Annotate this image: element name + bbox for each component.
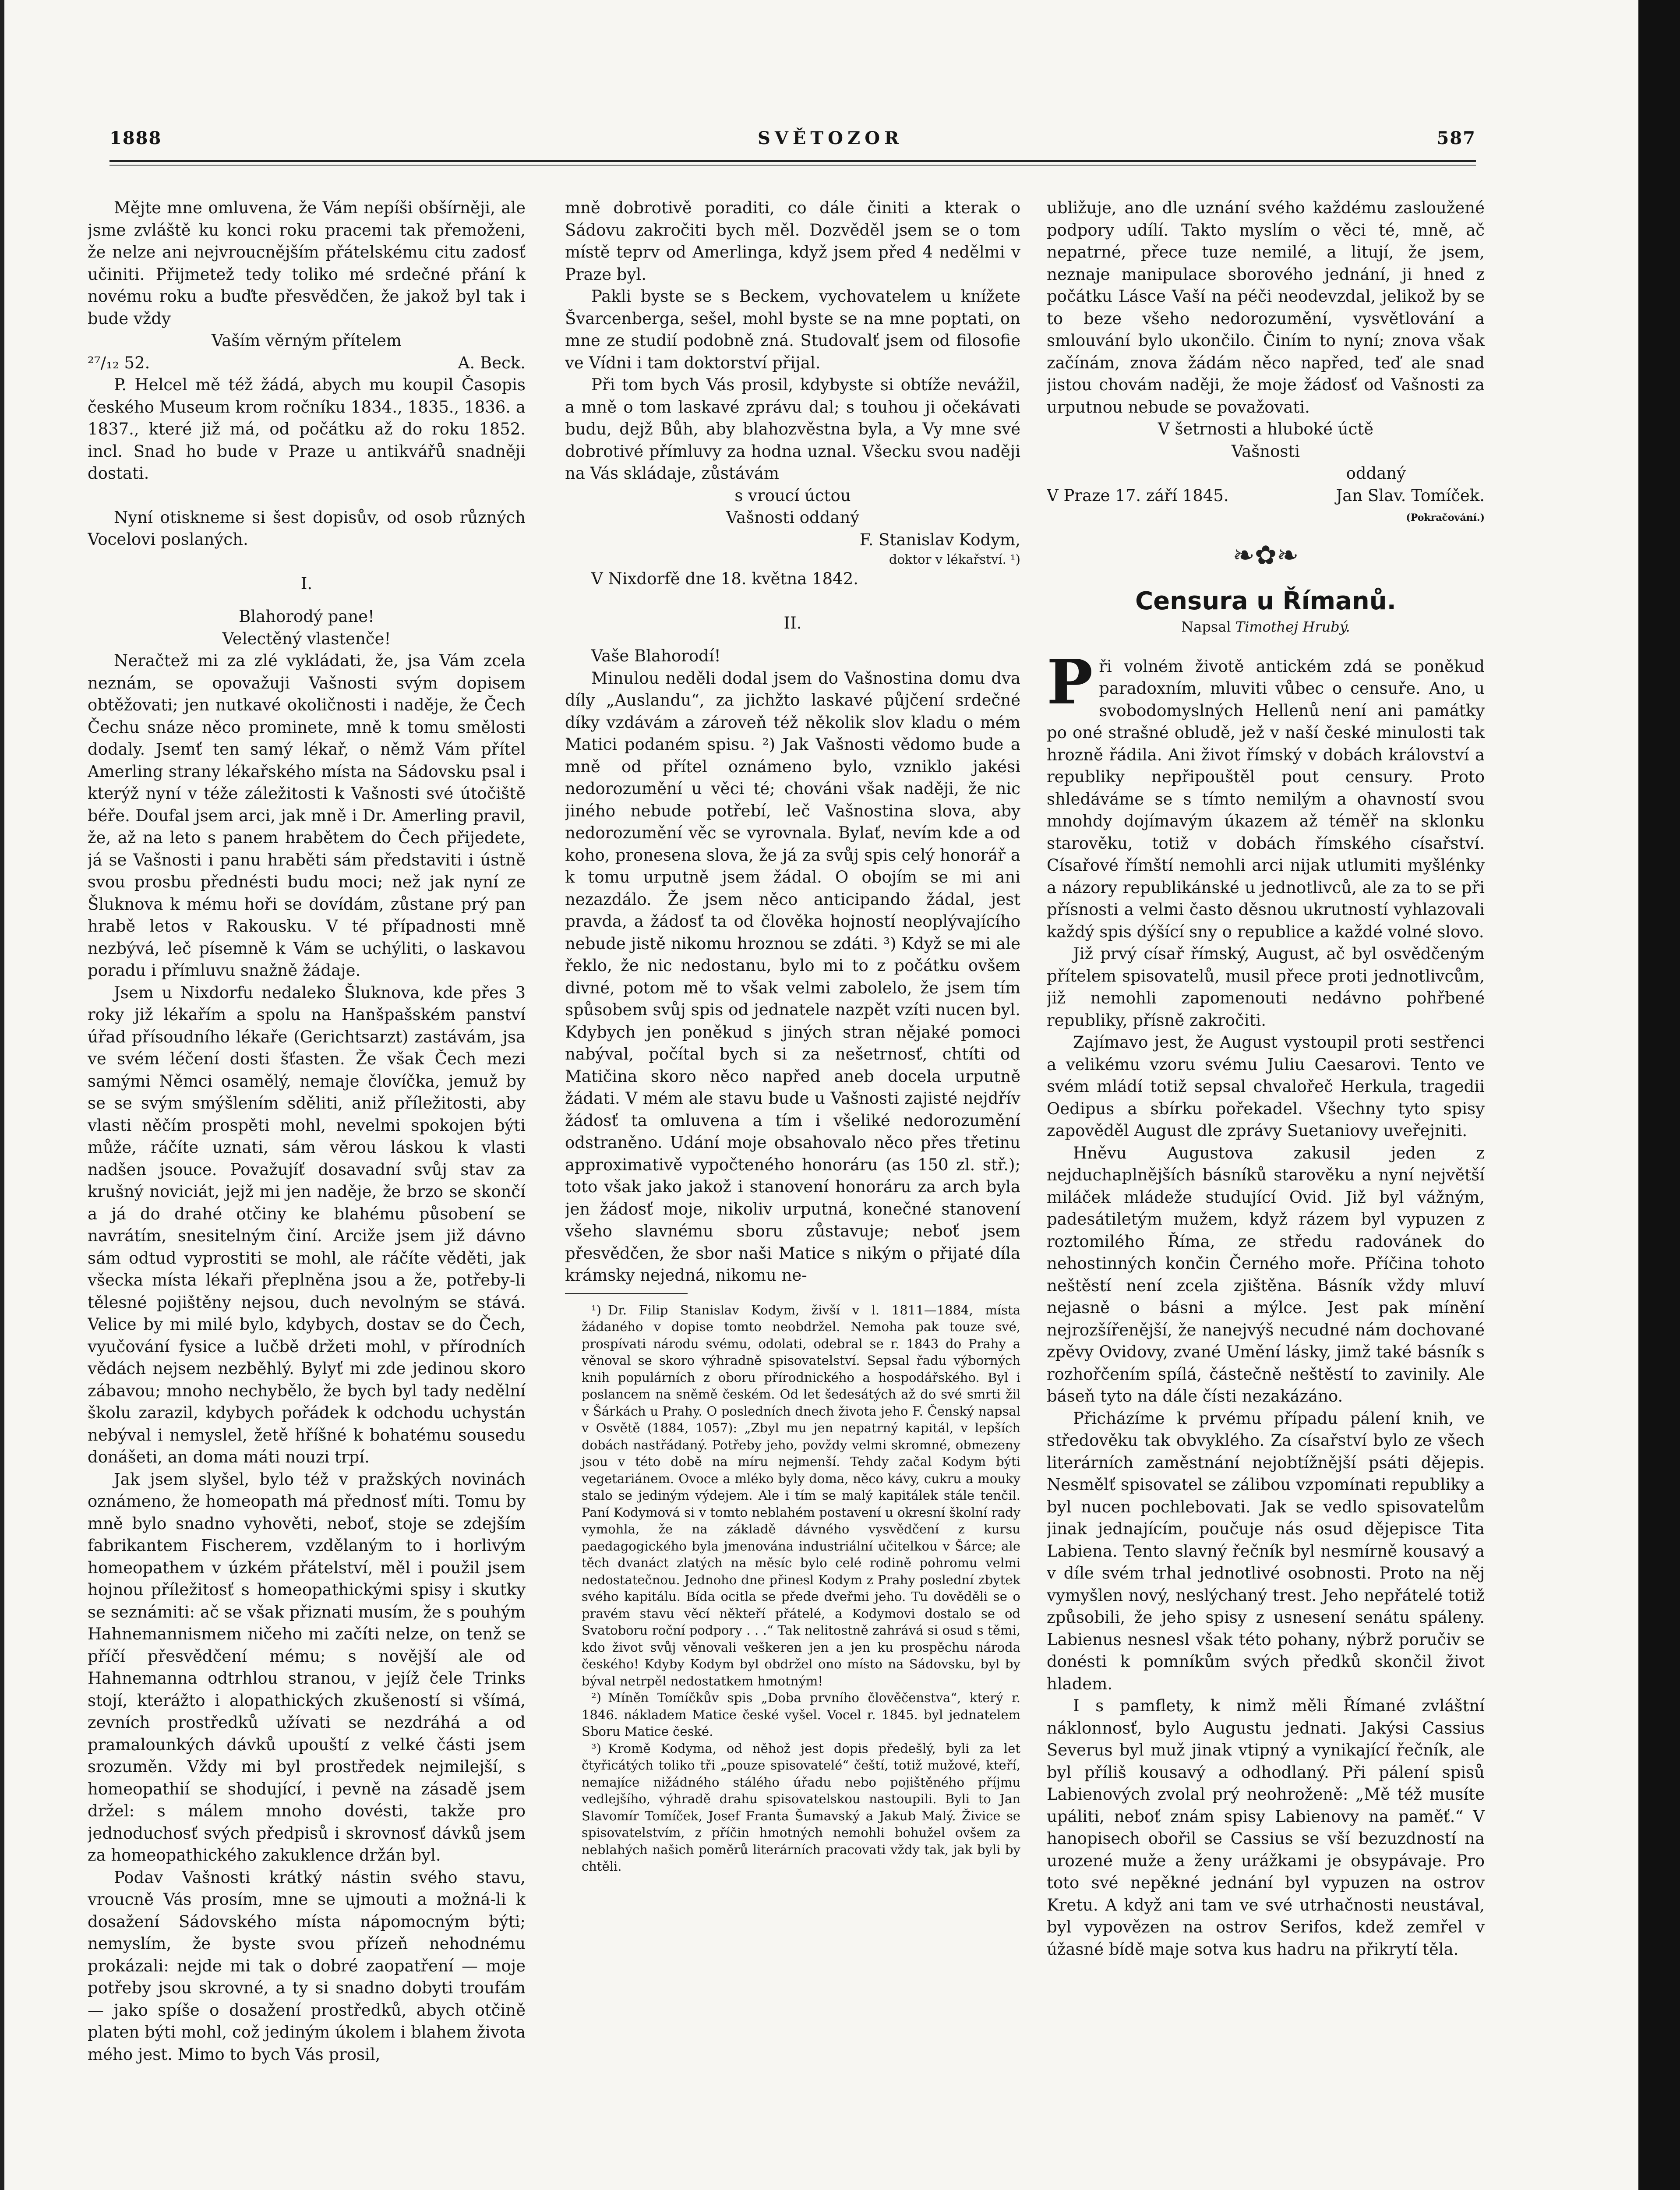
- letter-salutation: Velectěný vlastenče!: [222, 629, 391, 648]
- paragraph: Zajímavo jest, že August vystoupil proti sestřenci a velikému vzoru svému Juliu Caesarovi. Tento ve svém mládí totiž sepsal chvalořeč Herkula, tragedii Oedipus a sbírku pořekadel. Všechny tyto spisy zapověděl August dle zprávy Suetaniovy uveřejniti.: [1047, 1033, 1485, 1140]
- footnote: [565, 1302, 1020, 1690]
- paragraph: Minulou neděli dodal jsem do Vašnostina domu dva díly „Auslandu“, za jichžto laskavé půjčení srdečné díky vzdávám a zároveň též několik slov kladu o mém Matici podaném spisu. ²) Jak Vašnosti vědomo bude a mně od přítel oznámeno bylo, vzniklo jakési nedorozumění u věci té; chováni však naději, že nic jiného nebude potřebí, leč Vašnostina slova, aby nedorozumění věc se vyrovnala. Bylať, nevím kde a od koho, pronesena slova, že já za svůj spis celý honorář a k tomu urputně jsem žádal. O obojím se mi ani nezazdálo. Že jsem něco anticipando žádal, jest pravda, a žádosť ta od člověka hojností neoplývajícího nebude jistě nikomu hroznou se zdáti. ³) Když se mi ale řeklo, že nic nedostanu, bylo mi to z počátku ovšem divné, potom mě to však velmi zabolelo, že jsem tím spůsobem svůj spis od jednatele nazpět vzíti nucen byl. Kdybych jen poněkud s jiných stran nějaké pomoci nabýval, počítal bych si za nešetrnosť, chtíti od Matičina skoro něco napřed aneb docela urputně žádati. V mém ale stavu bude u Vašnosti zajisté nejdřív žádosť ta omluvena a tím i všeliké nedorozumění odstraněno. Udání moje obsahovalo něco přes třetinu approximativě vypočteného honoráru (as 150 zl. stř.); toto však jako jakož i stanovení honoráru za arch byla jen žádosť moje, nikoliv urputná, konečné stanovení všeho slavnému sboru zůstavuje; neboť jsem přesvědčen, že sbor naši Matice s nikým o přijaté díla krámsky nejedná, nikomu ne-: [565, 668, 1020, 1285]
- footnote-text: Kromě Kodyma, od něhož jest dopis předešlý, byli za let čtyřicátých toliko tři „pouze spisovatelé“ čeští, totiž mužové, kteří, nemajíce nižádného stálého úřadu nebo pojištěného příjmu vedlejšího, výhradě drahu spisovatelskou nastoupili. Byli to Jan Slavomír Tomíček, Josef Franta Šumavský a Jakub Malý. Živice se spisovatelstvím, z příčin hmotných nemohli bohužel ovšem za neblahých našich poměrů literárních pracovati vždy tak, jak byli by chtěli.: [582, 1741, 1020, 1874]
- letter-salutation: Vaše Blahorodí!: [591, 646, 721, 665]
- letter-place-date: V Praze 17. září 1845.: [1047, 486, 1229, 505]
- article-byline: [1047, 616, 1485, 638]
- letter-signature-title: doktor v lékařství. ¹): [889, 552, 1020, 567]
- footnote-rule: [565, 1293, 688, 1294]
- paragraph: Neračtež mi za zlé vykládati, že, jsa Vám zcela neznám, se opovažuji Vašnosti svým dopisem obtěžovati; jen nutkavé okoličnosti i naděje, že Čech Čechu snáze něco prominete, mně k tomu smělosti dodaly. Jsemť ten samý lékař, o němž Vám přítel Amerling strany lékařského místa na Sádovsku psal i kterýž nyní v téže záležitosti k Vašnosti své útočiště béře. Doufal jsem arci, jak mně i Dr. Amerling pravil, že, až na leto s panem hrabětem do Čech přijedete, já se Vašnosti i panu hraběti sám představiti i ústně svou prosbu přednésti budu moci; než jak nyní ze Šluknova k mému hoři se dovídám, zůstane prý pan hrabě letos v Rakousku. V té případnosti mně nezbývá, leč písemně k Vám se uchýliti, o laskavou poradu i přímluvu snažně žádaje.: [88, 651, 526, 980]
- letter-signature-line: [88, 352, 526, 374]
- header-year: 1888: [109, 128, 162, 148]
- letter-number: II.: [784, 613, 802, 632]
- footnote: [565, 1740, 1020, 1875]
- paragraph: mně dobrotivě poraditi, co dále činiti a kterak o Sádovu zakročiti bych měl. Dozvěděl jsem se o tom místě teprv od Amerlinga, když jsem před 4 nedělmi v Praze byl.: [565, 198, 1020, 284]
- paragraph: ubližuje, ano dle uznání svého každému zasloužené podpory udílí. Takto myslím o věci té, mně, ač nepatrné, přece tuze nemilé, a litují, že jsem, neznaje manipulace sborového jednání, ji hned z počátku Lásce Vaší na péči neodevzdal, jelikož by se to beze všeho nedorozumění, vysvětlování a smlouvání bylo ukončilo. Činím to nyní; znova však začínám, znova žádám něco napřed, teď ale snad jistou chovám naději, že moje žádosť od Vašnosti za urputnou nebude se považovati.: [1047, 198, 1485, 417]
- paragraph: Nyní otiskneme si šest dopisův, od osob různých Vocelovi poslaných.: [88, 508, 526, 549]
- byline-prefix: Napsal: [1181, 618, 1231, 635]
- letter-date: ²⁷/₁₂ 52.: [88, 353, 150, 372]
- header-page-number: 587: [1436, 128, 1476, 148]
- letter-signature-line: [1047, 485, 1485, 507]
- letter-signature: Jan Slav. Tomíček.: [1336, 486, 1485, 505]
- letter-place-date: V Nixdorfě dne 18. května 1842.: [591, 569, 858, 588]
- spacer: [88, 595, 526, 606]
- letter-closing: V šetrnosti a hluboké úctě: [1158, 420, 1374, 438]
- paragraph: Jak jsem slyšel, bylo též v pražských novinách oznámeno, že homeopath má přednosť míti. Tomu by mně bylo snadno vyhověti, neboť, stoje se zdejším fabrikantem Fischerem, vzdělaným to i horlivým homeopathem v úzkém přátelství, měl i použil jsem hojnou příležitosť s homeopathickými spisy i skutky se seznámiti: ač se však přiznati musím, že s pouhým Hahnemannismem ničeho mi začíti nelze, on tenž se příčí přesvědčení mému; s novější ale od Hahnemanna odtrhlou stranou, v jejíž čele Trinks stojí, kterážto i alopathických zkušeností si všímá, zevních prostředků užívati se nezdráhá a od pramalounkých dávků upouští z velké části jsem srozuměn. Vždy mi byl prostředek nejmilejší, s homeopathií se shodující, i pevně na zásadě jsem držel: s málem mnoho dovésti, takže pro jednoduchosť svých předpisů i skrovnosť dávků jsem za homeopathického zakuklence držán byl.: [88, 1469, 526, 1865]
- paragraph-text: ři volném životě antickém zdá se poněkud paradoxním, mluviti vůbec o censuře. Ano, u svobodomyslných Hellenů není ani památky po oné strašné obludě, jež v naší české minulosti tak hrozně řádila. Ani život římský v dobách království a republiky nepřipouštěl pout censury. Proto shledáváme se s tímto nemilým a ohavností svou mnohdy dojímavým úkazem až téměř na sklonku starověku, totiž v dobách římského císařství. Císařové římští nemohli arci nijak utlumiti myšlénky a názory republikánské u jednotlivců, ale za to se při přísnosti a velmi často děsnou ukrutností vyhlazovali každý spis dýšící sny o republice a každé volné slovo.: [1047, 657, 1485, 941]
- scan-right-edge: [1638, 0, 1680, 2190]
- scan-left-edge: [0, 0, 4, 2190]
- ornament-icon: ❧✿❧: [1232, 540, 1299, 571]
- drop-cap: P: [1047, 646, 1093, 718]
- header-rule-thin: [109, 165, 1476, 166]
- paragraph: Pakli byste se s Beckem, vychovatelem u knížete Švarcenberga, sešel, mohl byste se na mne poptati, on mne ze studií podobně zná. Studovalť jsem od filosofie ve Vídni i tam doktorství přijal.: [565, 287, 1020, 372]
- spacer: [565, 590, 1020, 612]
- letter-closing: Vašnosti: [1231, 442, 1300, 461]
- paragraph: I s pamflety, k nimž měli Římané zvláštní náklonnosť, bylo Augustu jednati. Jakýsi Cassius Severus byl muž jinak vtipný a vynikající řečník, ale byl příliš kousavý a odhodlaný. Při pálení spisů Labienových zvolal prý neohroženě: „Mě též musíte upáliti, neboť znám spisy Labienovy na paměť.“ V hanopisech obořil se Cassius se vší bezuzdností na urozené muže a ženy urážkami je obsypávaje. Pro toto své nepěkné jednání byl vypuzen na ostrov Kretu. A když ani tam ve své utrhačnosti neustával, byl vypovězen na ostrov Serifos, kdež zemřel v úžasné bídě maje sotva kus hadru na přikrytí těla.: [1047, 1696, 1485, 1959]
- letter-salutation: Blahorodý pane!: [239, 607, 374, 626]
- footnote-text: Dr. Filip Stanislav Kodym, živší v l. 1811—1884, místa žádaného v dopise tomto neobdržel. Nemoha pak touze své, prospívati národu svému, odolati, odebral se r. 1843 do Prahy a věnoval se skoro výhradně spisovatelství. Sepsal řadu výborných knih populárních z oboru přírodnického a hospodářského. Byl i poslancem na sněmě českém. Od let šedesátých až do své smrti žil v Šárkách u Prahy. O posledních dnech života jeho F. Čenský napsal v Osvětě (1884, 1057): „Zbyl mu jen nepatrný kapitál, v lepších dobách nastřádaný. Potřeby jeho, povždy velmi skromné, obmezeny jsou v této době na míru nejmenší. Tehdy začal Kodym býti vegetariánem. Ovoce a mléko byly doma, něco kávy, cukru a mouky stalo se jediným výdejem. Ale i tím se malý kapitálek stále tenčil. Paní Kodymová si v tomto neblahém postavení u okresní školní rady vymohla, že na základě dávného vysvědčení z kursu paedagogického byla jmenována industriální učitelkou v Šárce; ale těch dvanáct zlatých na měsíc bylo celé rodině pohromu velmi nedostatečnou. Jednoho dne přinesl Kodym z Prahy poslední zbytek svého kapitálu. Bída ocitla se přede dveřmi jeho. Tu dověděli se o pravém stavu věcí někteří přátelé, a Kodymovi dostalo se od Svatoboru roční podpory . . .“ Tak nelitostně zahrává si osud s těmi, kdo život svůj věnovali veškeren jen a jen ku prospěchu národa českého! Kdyby Kodym byl obdržel ono místo na Sádovsku, byl by býval netrpěl nedostatkem hmotným!: [582, 1302, 1020, 1688]
- paragraph: Hněvu Augustova zakusil jeden z nejduchaplnějších básníků starověku a nyní největší miláček mládeže studující Ovid. Již byl vážným, padesátiletým mužem, když rázem byl vypuzen z roztomilého Říma, ze středu radovánek do nehostinných končin Černého moře. Příčina tohoto neštěstí není zcela zjištěna. Básník vždy mluví nejasně o básni a mýlce. Jest pak mínění nejrozšířenější, že nanejvýš necudné nám dochované zpěvy Ovidovy, zvané Umění lásky, jimž také básník s rozhořčením spílá, částečně neštěstí to zavinily. Ale báseň tyto na dále čísti nezakázáno.: [1047, 1143, 1485, 1406]
- spacer: [88, 485, 526, 507]
- continued-note: (Pokračování.): [1406, 512, 1485, 523]
- letter-number: I.: [300, 574, 313, 593]
- article-title: Censura u Římanů.: [1135, 586, 1396, 615]
- paragraph: P. Helcel mě též žádá, abych mu koupil Časopis českého Museum krom ročníku 1834., 1835., 1836. a 1837., které již má, od počátku až do roku 1852. incl. Snad ho bude v Praze u antikvářů snadněji dostati.: [88, 375, 526, 483]
- letter-closing: s vroucí úctou: [734, 486, 851, 505]
- paragraph: Jsem u Nixdorfu nedaleko Šluknova, kde přes 3 roky již lékařím a spolu na Hanšpašském panství úřad přísoudního lékaře (Gerichtsarzt) zastávám, jsa ve svém léčení dosti šťasten. Že však Čech mezi samými Němci osamělý, nemaje človíčka, jemuž by se se svým smýšlením sděliti, aniž příležitosti, aby vlasti něčím prospěti mohl, nevelmi spokojen býti může, ráčíte uznati, sám věrou láskou k vlasti nadšen jsouce. Považujíť dosavadní svůj stav za krušný noviciát, jejž mi jen naděje, že brzo se skončí a já do drahé otčiny ke blahému působení se navrátím, snesitelným činí. Arciže jsem již dávno sám odtud vyprostiti se mohl, ale ráčíte věděti, jak všecka místa lékaři přeplněna jsou a že, potřeby-li tělesné pojištěny nejsou, duch nevolným se stává. Velice by mi milé bylo, kdybych, dostav se do Čech, vyučování fysice a lučbě držeti mohl, v přírodních vědách nejsem nezběhlý. Bylyť mi zde jedinou skoro zábavou; mnoho nechybělo, že bych byl tady nedělní školu zarazil, kdybych pořádek k odchodu uchystán nebýval i nemyslel, žetě hříšné k bohatému sousedu donášeti, an doma máti nouzi trpí.: [88, 983, 526, 1466]
- header-rule: [109, 160, 1476, 162]
- footnote-mark: ¹): [591, 1302, 601, 1318]
- paragraph: [1047, 646, 1485, 943]
- spacer: [565, 634, 1020, 645]
- footnote-mark: ²): [591, 1690, 601, 1705]
- letter-signature: A. Beck.: [458, 353, 526, 372]
- footnote-mark: ³): [591, 1741, 601, 1756]
- page-header: [109, 128, 1476, 154]
- header-title: SVĚTOZOR: [758, 128, 904, 148]
- footnote: [565, 1689, 1020, 1740]
- spacer: [88, 551, 526, 573]
- byline-author: Timothej Hrubý.: [1235, 618, 1350, 635]
- footnote-text: Míněn Tomíčkův spis „Doba prvního člověčenstva“, který r. 1846. nákladem Matice české vyšel. Vocel r. 1845. byl jednatelem Sboru Matice české.: [582, 1690, 1020, 1739]
- paragraph: Již prvý císař římský, August, ač byl osvědčeným přítelem spisovatelů, musil přece proti jednotlivcům, již nemohli zapomenouti nedávno pohřbené republiky, přísně zakročiti.: [1047, 944, 1485, 1030]
- column-middle: [565, 197, 1020, 2190]
- letter-closing: Vaším věrným přítelem: [212, 331, 402, 350]
- paragraph: Při tom bych Vás prosil, kdybyste si obtíže nevážil, a mně o tom laskavé zprávu dal; s touhou ji očekávati budu, dejž Bůh, aby blahozvěstna byla, a Vy mne své dobrotivé přímluvy za hodna uznal. Všecku svou naději na Vás skládaje, zůstávám: [565, 375, 1020, 483]
- column-left: [88, 197, 526, 2190]
- letter-signature: F. Stanislav Kodym,: [859, 530, 1020, 549]
- column-right: [1047, 197, 1485, 2190]
- paragraph: Podav Vašnosti krátký nástin svého stavu, vroucně Vás prosím, mne se ujmouti a možná-li k dosažení Sádovského místa nápomocným býti; nemyslím, že byste svou přízeň nehodnému prokázali: nejde mi tak o dobré zaopatření — moje potřeby jsou skrovné, a ty si snadno dobyti troufám — jako spíše o dosažení prostředků, abych otčině platen býti mohl, což jediným úkolem i blahem života mého jest. Mimo to bych Vás prosil,: [88, 1868, 526, 2064]
- footnotes: [565, 1302, 1020, 1875]
- letter-closing: oddaný: [1346, 464, 1406, 483]
- paragraph: Přicházíme k prvému případu pálení knih, ve středověku tak obvyklého. Za císařství bylo ze všech literárních zaměstnání nejobtížnější psáti dějepis. Nesmělť spisovatel se zálibou vzpomínati republiky a byl nucen pochlebovati. Jak se vedlo spisovatelům jinak jednajícím, poučuje nás osud dějepisce Tita Labiena. Tento slavný řečník byl nesmírně kousavý a v díle svém trhal jednotlivé osobnosti. Proto na něj vymyšlen nový, neslýchaný trest. Jeho nepřátelé totiž způsobili, že jeho spisy z usnesení senátu spáleny. Labienus nesnesl však této pohany, nýbrž poručiv se donésti k pomníkům svých předků skončil život hladem.: [1047, 1409, 1485, 1693]
- paragraph: Mějte mne omluvena, že Vám nepíši obšírněji, ale jsme zvláště ku konci roku pracemi tak přemoženi, že nelze ani nejvroucnějším přátelskému citu zadosť učiniti. Přijmetež tedy toliko mé srdečné přání k novému roku a buďte přesvědčen, že jakož byl tak i bude vždy: [88, 198, 526, 328]
- letter-closing: Vašnosti oddaný: [726, 508, 860, 527]
